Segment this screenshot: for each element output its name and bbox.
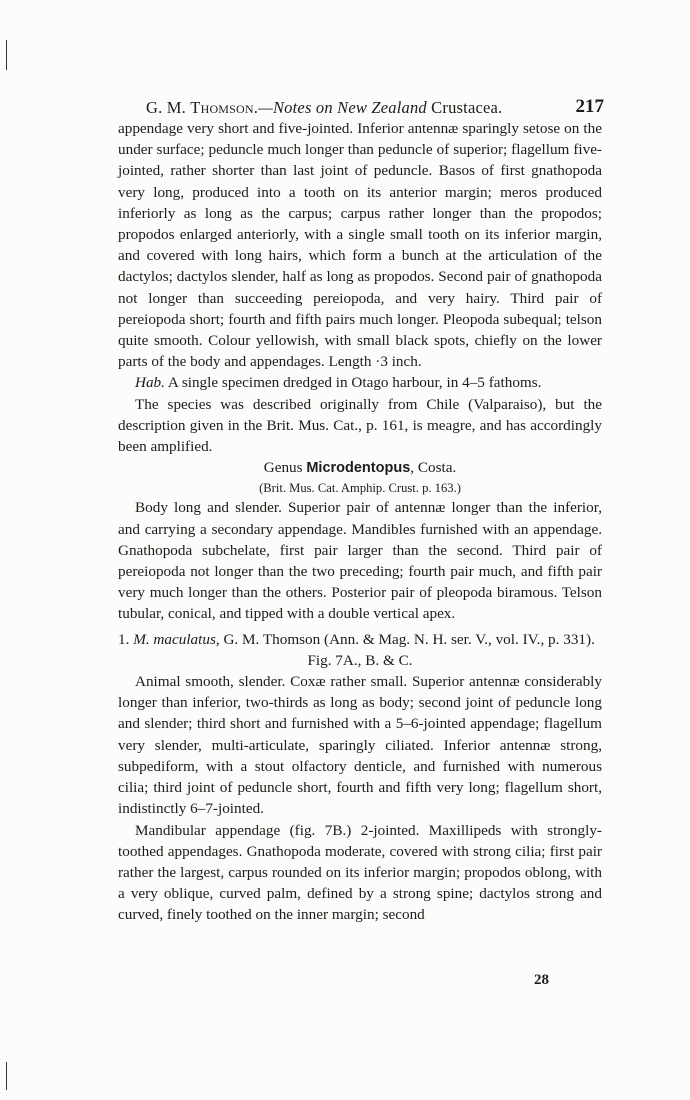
species-name: M. maculatus — [133, 630, 216, 648]
author-surname: Thomson. — [190, 98, 259, 117]
figure-reference: Fig. 7A., B. & C. — [307, 651, 413, 669]
genus-heading — [118, 457, 602, 479]
header-title-italic: —Notes on New Zealand — [258, 98, 427, 117]
genus-prefix: Genus — [263, 459, 307, 477]
genus-reference: (Brit. Mus. Cat. Amphip. Crust. p. 163.) — [259, 481, 461, 496]
species-heading — [118, 629, 602, 650]
habitat-paragraph — [118, 372, 602, 393]
paragraph-continued: appendage very short and five-jointed. Inferior antennæ sparingly setose on the under surface; peduncle much longer than peduncle of superior; flagellum five-jointed, rather shorter than last joint of peduncle. Basos of first gnathopoda very long, produced into a tooth on its anterior margin; meros produced inferiorly as long as the carpus; carpus rather longer than the propodos; propodos enlarged anteriorly, with a single small tooth on its inferior margin, and covered with long hairs, which form a bunch at the articulation of the dactylos; dactylos slender, half as long as propodos. Second pair of gnathopoda not longer than succeeding pereiopoda, and very hairy. Third pair of pereiopoda short; fourth and fifth pairs much longer. Pleopoda subequal; telson quite smooth. Colour yellowish, with small black spots, chiefly on the lower parts of the body and appendages. Length ·3 inch. — [118, 120, 602, 371]
body-text — [118, 118, 602, 926]
habitat-label: Hab. — [135, 374, 165, 392]
species-citation: , G. M. Thomson (Ann. & Mag. N. H. ser. V., vol. IV., p. 331). — [215, 630, 595, 648]
paragraph-description-note: The species was described originally from Chile (Valparaiso), but the description given in the Brit. Mus. Cat., p. 161, is meagre, and has accordingly been amplified. — [118, 395, 602, 456]
mandibular-paragraph: Mandibular appendage (fig. 7B.) 2-jointed. Maxillipeds with strongly-toothed appendages. Gnathopoda moderate, covered with strong cilia; first pair rather the largest, carpus rounded on its inferior margin; propodos oblong, with a very oblique, curved palm, defined by a strong spine; dactylos strong and curved, finely toothed on the inner margin; second — [118, 821, 602, 924]
signature-mark: 28 — [534, 972, 549, 988]
header-title-rest: Crustacea. — [426, 98, 503, 117]
header-author — [146, 98, 502, 118]
species-description: Animal smooth, slender. Coxæ rather small. Superior antennæ considerably longer than inferior, two-thirds as long as body; second joint of peduncle long and slender; third short and furnished with a 5–6-jointed appendage; flagellum very slender, multi-articulate, sparingly ciliated. Inferior antennæ strong, subpediform, with a stout olfactory denticle, and furnished with numerous cilia; third joint of peduncle short, fourth and fifth very long; flagellum short, indistinctly 6–7-jointed. — [118, 673, 602, 818]
left-margin-mark — [6, 1062, 7, 1090]
genus-authority: , Costa. — [410, 459, 457, 477]
page-number: 217 — [575, 96, 604, 117]
genus-diagnosis: Body long and slender. Superior pair of antennæ longer than the inferior, and carrying a secondary appendage. Mandibles furnished with an appendage. Gnathopoda subchelate, first pair larger than the second. Third pair of pereiopoda not longer than the two preceding; fourth pair much, and fifth pair very much longer than the others. Posterior pair of pleopoda biramous. Telson tubular, conical, and tipped with a double vertical apex. — [118, 499, 602, 623]
species-number: 1. — [118, 630, 134, 648]
genus-name: Microdentopus — [306, 460, 411, 477]
left-margin-mark — [6, 40, 7, 70]
author-initials: G. M. — [146, 98, 191, 117]
habitat-text: A single specimen dredged in Otago harbour, in 4–5 fathoms. — [164, 374, 542, 392]
